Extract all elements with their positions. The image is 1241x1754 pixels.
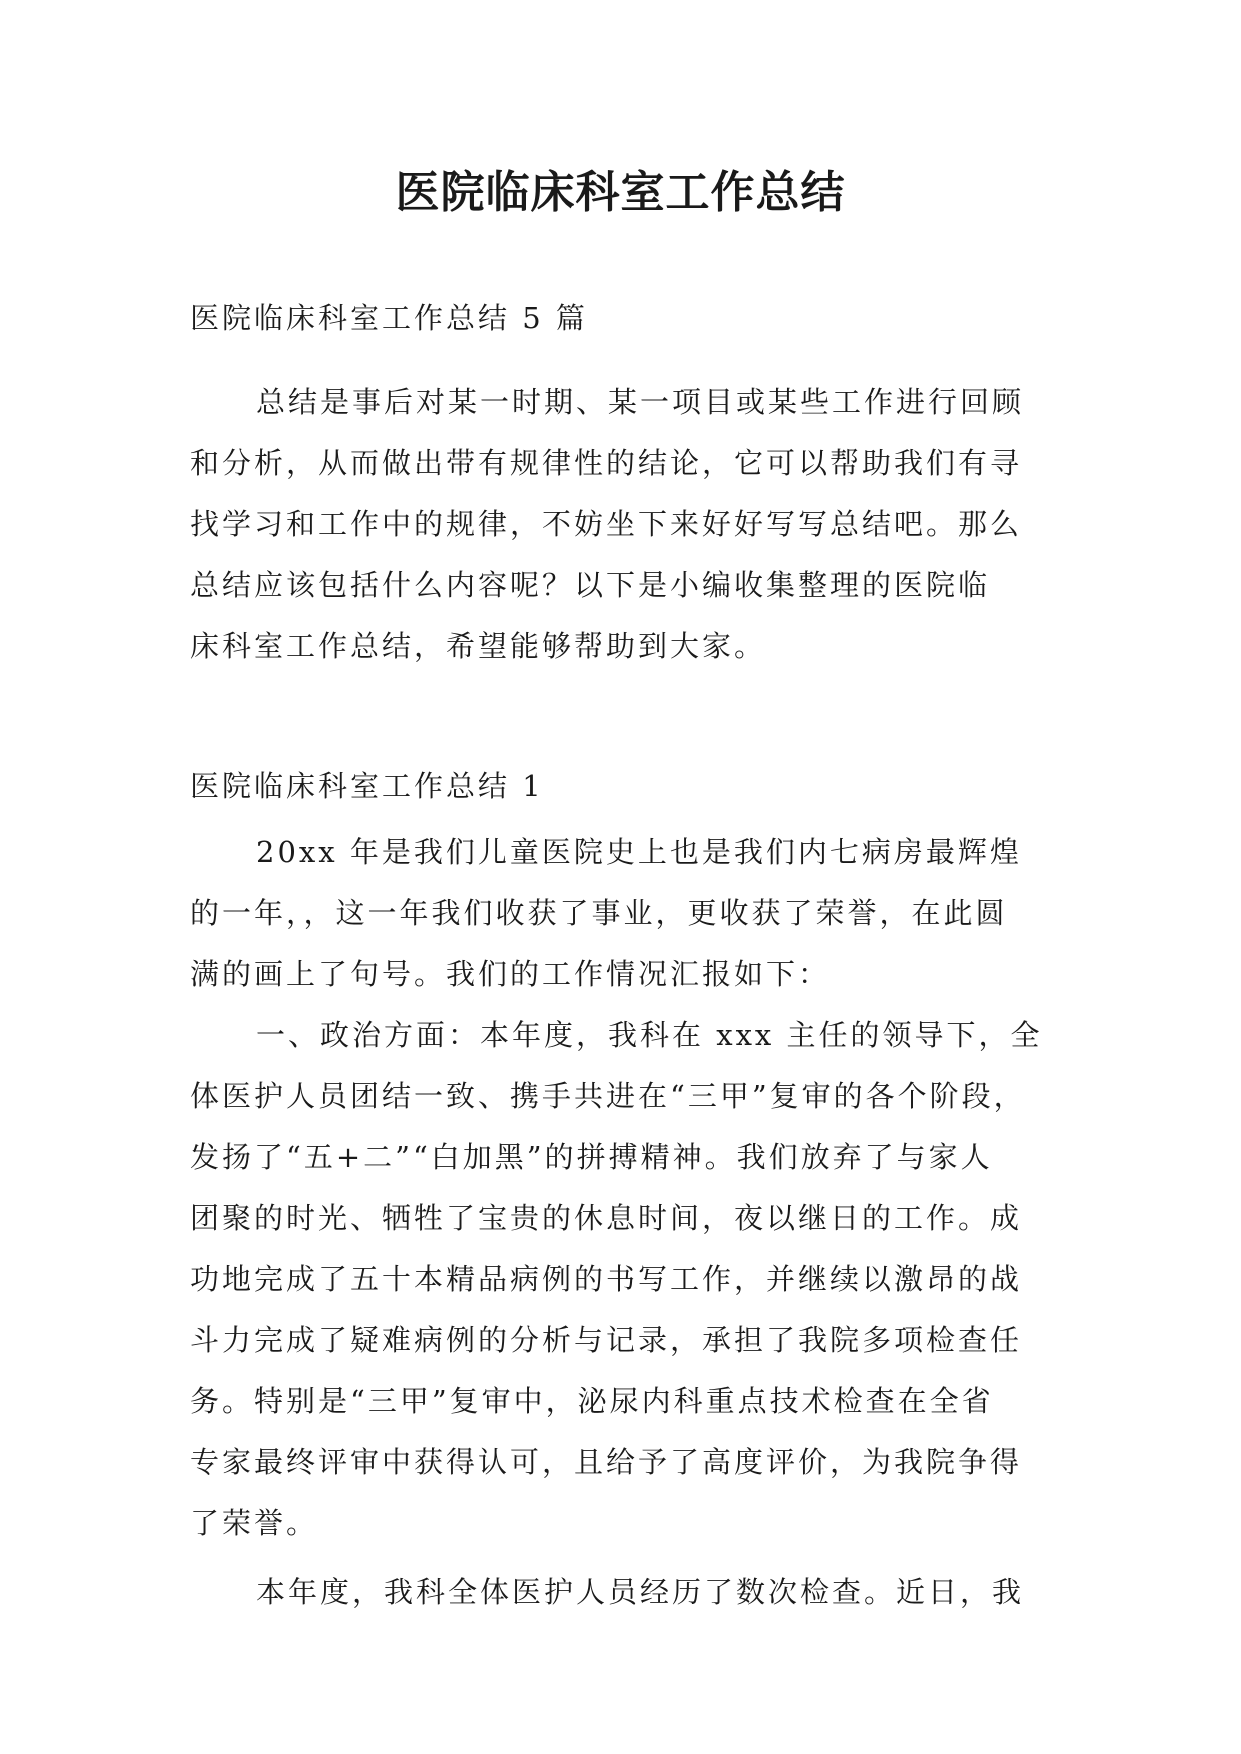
body-line: 斗力完成了疑难病例的分析与记录，承担了我院多项检查任 — [190, 1323, 1023, 1357]
section-heading: 医院临床科室工作总结 1 — [190, 769, 544, 803]
body-line: 20xx 年是我们儿童医院史上也是我们内七病房最辉煌 — [256, 835, 1022, 869]
intro-line: 总结应该包括什么内容呢？以下是小编收集整理的医院临 — [190, 568, 991, 602]
body-line: 满的画上了句号。我们的工作情况汇报如下： — [190, 957, 831, 991]
document-subtitle: 医院临床科室工作总结 5 篇 — [190, 301, 588, 335]
intro-line: 总结是事后对某一时期、某一项目或某些工作进行回顾 — [256, 385, 1025, 419]
body-line: 本年度，我科全体医护人员经历了数次检查。近日，我 — [256, 1575, 1025, 1609]
intro-line: 和分析，从而做出带有规律性的结论，它可以帮助我们有寻 — [190, 446, 1023, 480]
document-title: 医院临床科室工作总结 — [395, 167, 846, 218]
intro-line: 床科室工作总结，希望能够帮助到大家。 — [190, 629, 767, 663]
body-line: 发扬了“五+二”“白加黑”的拼搏精神。我们放弃了与家人 — [190, 1140, 993, 1174]
body-line: 专家最终评审中获得认可，且给予了高度评价，为我院争得 — [190, 1445, 1023, 1479]
body-line: 了荣誉。 — [190, 1506, 319, 1540]
body-line: 团聚的时光、牺牲了宝贵的休息时间，夜以继日的工作。成 — [190, 1201, 1023, 1235]
body-line: 功地完成了五十本精品病例的书写工作，并继续以激昂的战 — [190, 1262, 1023, 1296]
intro-paragraph — [190, 372, 1048, 677]
body-line: 的一年，，这一年我们收获了事业，更收获了荣誉，在此圆 — [190, 896, 1008, 930]
body-line: 体医护人员团结一致、携手共进在“三甲”复审的各个阶段， — [190, 1079, 1026, 1113]
body-line: 务。特别是“三甲”复审中，泌尿内科重点技术检查在全省 — [190, 1384, 994, 1418]
body-line: 一、政治方面：本年度，我科在 xxx 主任的领导下，全 — [256, 1018, 1043, 1052]
intro-line: 找学习和工作中的规律，不妨坐下来好好写写总结吧。那么 — [190, 507, 1023, 541]
section-body — [190, 822, 1048, 1623]
